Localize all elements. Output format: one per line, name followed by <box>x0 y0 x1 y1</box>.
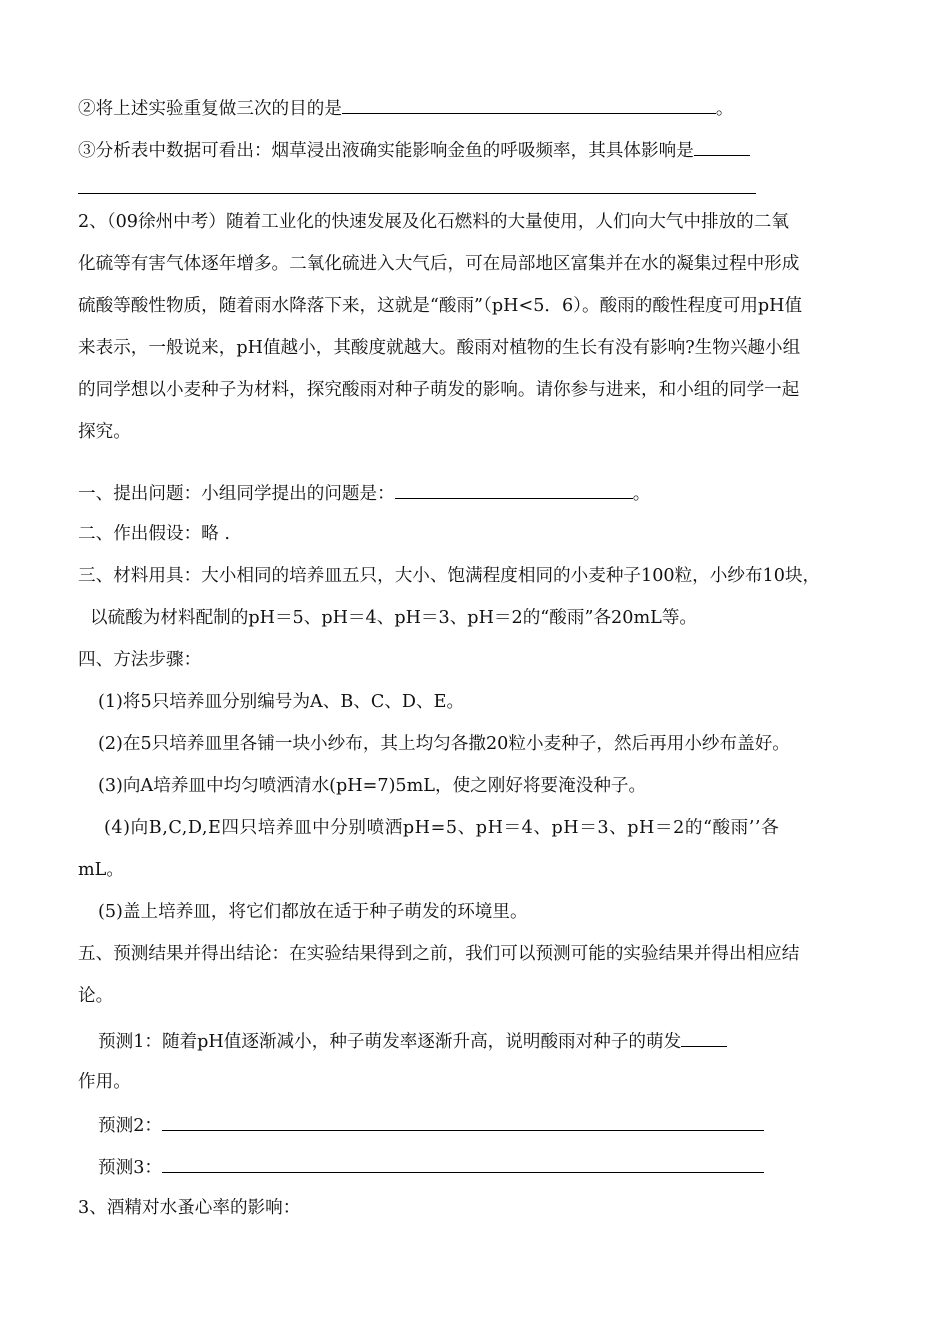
q2-step4-title: 四、方法步骤： <box>78 650 202 670</box>
q2-prediction-2-answer-blank[interactable] <box>162 1112 764 1131</box>
q2-prediction-3-answer-blank[interactable] <box>162 1154 764 1173</box>
q2-step5-line-1: 五、预测结果并得出结论：在实验结果得到之前，我们可以预测可能的实验结果并得出相应结 <box>78 944 800 964</box>
q2-prediction-1-text: 预测1：随着pH值逐渐减小，种子萌发率逐渐升高，说明酸雨对种子的萌发 <box>98 1032 682 1052</box>
q2-step1-end: 。 <box>632 484 651 504</box>
q2-method-4: (4)向B,C,D,E四只培养皿中分别喷洒pH=5、pH＝4、pH＝3、pH＝2的“酸雨’’各 <box>104 818 780 838</box>
q2-method-3: (3)向A培养皿中均匀喷洒清水(pH=7)5mL，使之刚好将要淹没种子。 <box>98 776 647 796</box>
q2-prediction-1 <box>98 1028 727 1054</box>
q2-method-4-continued: mL。 <box>78 860 124 880</box>
q2-intro-line-1: 2、（09徐州中考）随着工业化的快速发展及化石燃料的大量使用，人们向大气中排放的二氧 <box>78 212 789 232</box>
q2-intro-line-5: 的同学想以小麦种子为材料，探究酸雨对种子萌发的影响。请你参与进来，和小组的同学一起 <box>78 380 800 400</box>
q2-step1-answer-blank[interactable] <box>395 480 633 499</box>
q2-step1-text: 一、提出问题：小组同学提出的问题是： <box>78 484 395 504</box>
q2-intro-line-2: 化硫等有害气体逐年增多。二氧化硫进入大气后，可在局部地区富集并在水的凝集过程中形成 <box>78 254 800 274</box>
q2-step5-line-2: 论。 <box>78 986 114 1006</box>
q1-item3-answer-line[interactable] <box>78 193 756 194</box>
q2-method-5: (5)盖上培养皿，将它们都放在适于种子萌发的环境里。 <box>98 902 528 922</box>
q2-step2: 二、作出假设：略 . <box>78 524 230 544</box>
q1-item3-text: ③分析表中数据可看出：烟草浸出液确实能影响金鱼的呼吸频率，其具体影响是 <box>78 141 694 161</box>
q2-prediction-2 <box>98 1112 764 1138</box>
q2-prediction-3 <box>98 1154 764 1180</box>
q2-prediction-1-answer-blank[interactable] <box>681 1028 727 1047</box>
q2-prediction-3-label: 预测3： <box>98 1158 162 1178</box>
q1-item2 <box>78 95 734 121</box>
q2-intro-line-3: 硫酸等酸性物质，随着雨水降落下来，这就是“酸雨”（pH<5．6）。酸雨的酸性程度可用pH值 <box>78 296 803 316</box>
q2-intro-line-6: 探究。 <box>78 422 131 442</box>
q2-method-1: (1)将5只培养皿分别编号为A、B、C、D、E。 <box>98 692 465 712</box>
q2-step3-line-1: 三、材料用具：大小相同的培养皿五只，大小、饱满程度相同的小麦种子100粒，小纱布10块， <box>78 566 821 586</box>
q1-item2-answer-blank[interactable] <box>342 95 716 114</box>
q2-prediction-1-continued: 作用。 <box>78 1072 131 1092</box>
q1-item3 <box>78 137 750 163</box>
q2-step1 <box>78 480 650 506</box>
q1-item2-text: ②将上述实验重复做三次的目的是 <box>78 99 342 119</box>
q1-item2-end: 。 <box>715 99 734 119</box>
q2-method-2: (2)在5只培养皿里各铺一块小纱布，其上均匀各撒20粒小麦种子，然后再用小纱布盖好。 <box>98 734 790 754</box>
q2-intro-line-4: 来表示，一般说来，pH值越小，其酸度就越大。酸雨对植物的生长有没有影响?生物兴趣小组 <box>78 338 801 358</box>
q3-title: 3、酒精对水蚤心率的影响： <box>78 1198 301 1218</box>
q2-prediction-2-label: 预测2： <box>98 1116 162 1136</box>
q1-item3-answer-blank[interactable] <box>694 137 750 156</box>
q2-step3-line-2: 以硫酸为材料配制的pH＝5、pH＝4、pH＝3、pH＝2的“酸雨”各20mL等。 <box>90 608 698 628</box>
